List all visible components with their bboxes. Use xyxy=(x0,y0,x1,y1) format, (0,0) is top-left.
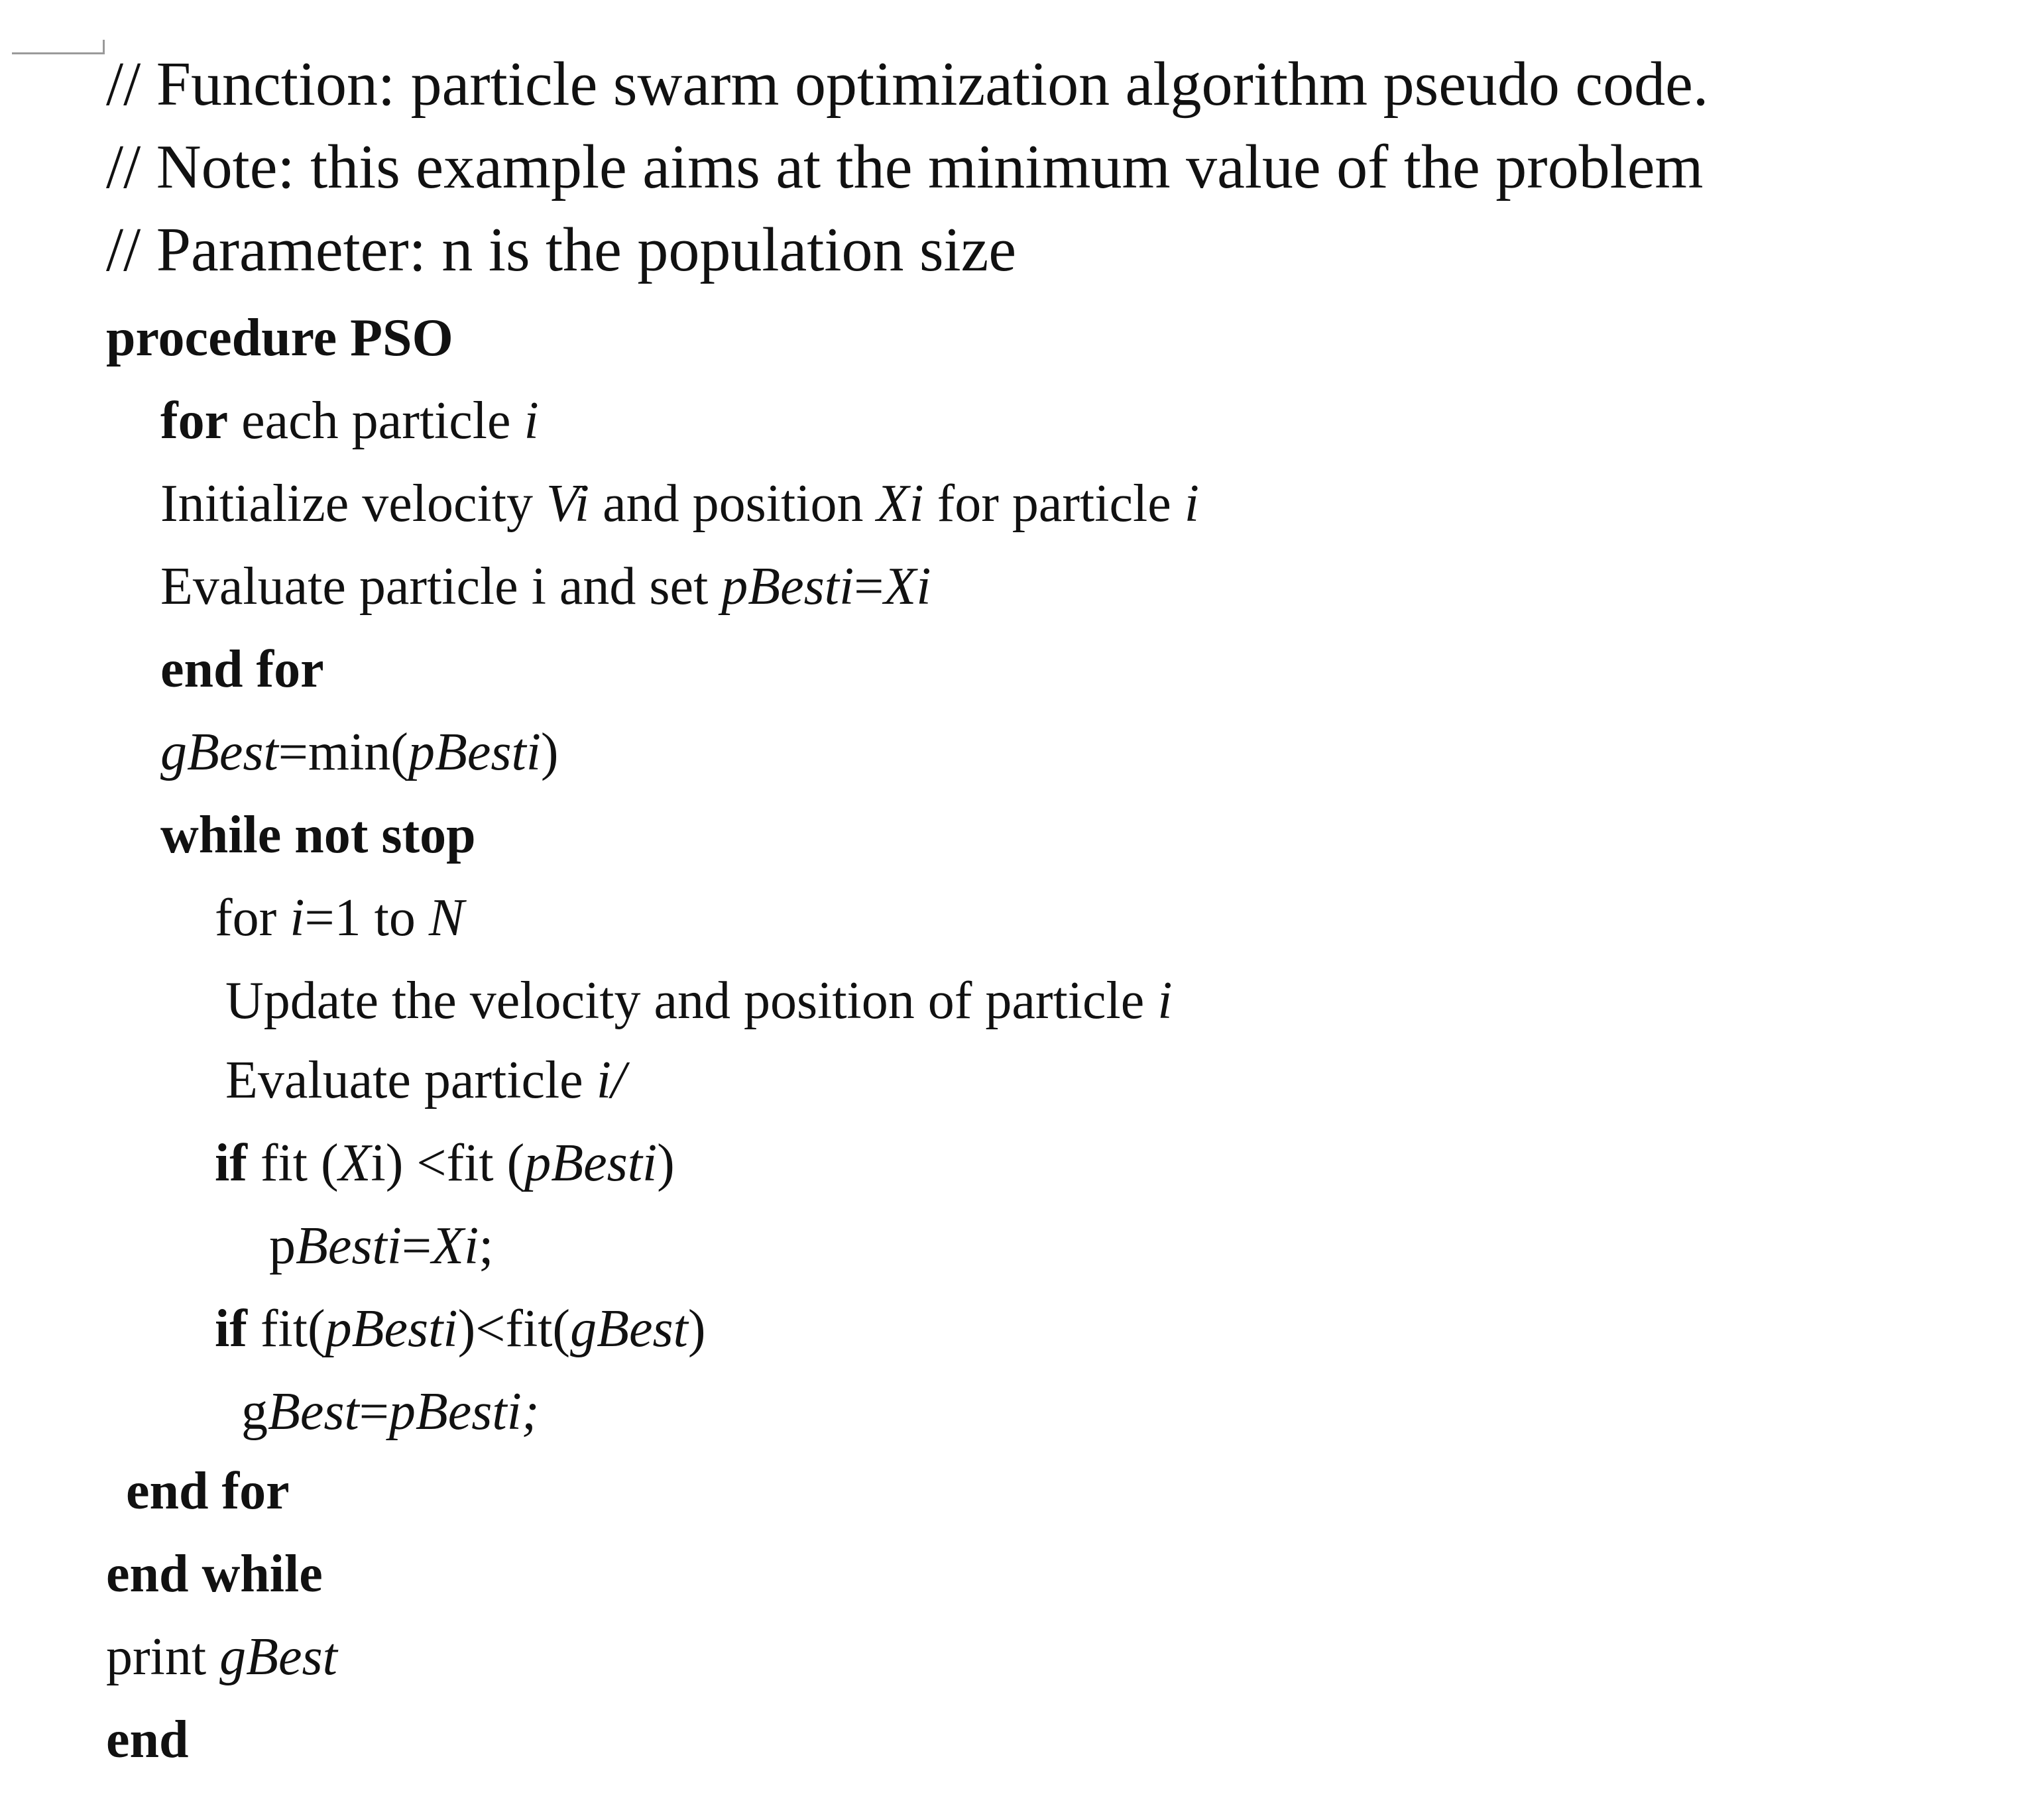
code-line xyxy=(126,1462,290,1531)
code-text: for xyxy=(215,889,290,947)
code-line xyxy=(160,477,1199,543)
code-text: =1 to xyxy=(304,889,429,947)
variable: Xi xyxy=(876,475,924,533)
keyword: end for xyxy=(126,1462,290,1520)
code-text: Evaluate particle xyxy=(225,1051,597,1109)
variable: Xi xyxy=(884,557,931,616)
code-line xyxy=(160,723,559,792)
code-line xyxy=(106,215,1017,285)
keyword: end xyxy=(106,1711,189,1769)
keyword: for xyxy=(160,392,229,450)
code-text: Update the velocity and position of particle xyxy=(225,972,1158,1030)
variable: Vi xyxy=(546,475,590,533)
code-text: ) xyxy=(687,1300,706,1358)
code-line xyxy=(269,1217,494,1286)
code-text: Evaluate particle i and set xyxy=(160,557,722,616)
code-line xyxy=(215,1302,705,1369)
keyword: end while xyxy=(106,1545,323,1603)
code-text: ; xyxy=(479,1217,494,1275)
code-line xyxy=(241,1385,539,1451)
code-text: // Note: this example aims at the minimum value of the problem xyxy=(106,133,1704,201)
code-text: for particle xyxy=(923,475,1185,533)
code-text: g xyxy=(241,1383,268,1441)
variable: Xi xyxy=(432,1217,479,1275)
variable: i xyxy=(1184,475,1199,533)
code-text: Initialize velocity xyxy=(160,475,546,533)
variable: Best xyxy=(268,1383,359,1441)
code-text: = xyxy=(854,557,884,616)
code-text: p xyxy=(269,1217,296,1275)
variable: pBesti xyxy=(721,557,854,616)
variable: pBesti xyxy=(408,723,541,781)
code-line xyxy=(225,1051,626,1120)
code-text: = xyxy=(359,1383,389,1441)
variable: X xyxy=(338,1134,371,1192)
code-text: each particle xyxy=(228,392,524,450)
code-text: print xyxy=(106,1628,220,1686)
code-line xyxy=(106,1545,323,1614)
code-text: and position xyxy=(589,475,877,533)
variable: i xyxy=(290,889,305,947)
variable: gBest xyxy=(219,1628,337,1686)
code-text: = xyxy=(401,1217,432,1275)
page-corner-mark xyxy=(12,40,105,54)
code-line xyxy=(106,1630,337,1697)
variable: Besti xyxy=(296,1217,402,1275)
code-text: i) <fit ( xyxy=(371,1134,525,1192)
code-text: fit( xyxy=(247,1300,325,1358)
code-line xyxy=(106,309,453,378)
code-text: fit ( xyxy=(247,1134,339,1192)
variable: N xyxy=(428,889,465,947)
variable: pBesti; xyxy=(388,1383,540,1441)
variable: pBesti xyxy=(325,1300,458,1358)
variable: i xyxy=(1157,972,1173,1030)
code-line xyxy=(215,1134,675,1203)
keyword: if xyxy=(215,1300,247,1358)
code-line xyxy=(225,974,1172,1041)
code-line xyxy=(215,891,464,958)
code-line xyxy=(106,1713,189,1780)
code-text: )<fit( xyxy=(457,1300,571,1358)
code-text: =min( xyxy=(278,723,408,781)
variable: pBesti xyxy=(524,1134,658,1192)
code-text: // Parameter: n is the population size xyxy=(106,215,1017,284)
variable: gBest xyxy=(570,1300,688,1358)
code-text: // Function: particle swarm optimization algorithm pseudo code. xyxy=(106,50,1709,119)
code-line xyxy=(106,133,1704,202)
keyword: procedure PSO xyxy=(106,309,453,367)
code-line xyxy=(106,50,1709,119)
code-line xyxy=(160,806,476,875)
code-text: ) xyxy=(540,723,559,781)
keyword: if xyxy=(215,1134,247,1192)
variable: i/ xyxy=(596,1051,626,1109)
keyword: while not stop xyxy=(160,806,476,864)
code-line xyxy=(160,394,539,461)
code-line xyxy=(160,557,931,626)
keyword: end for xyxy=(160,640,324,699)
code-text: ) xyxy=(657,1134,675,1192)
variable: gBest xyxy=(160,723,278,781)
variable: i xyxy=(524,392,539,450)
code-line xyxy=(160,640,324,709)
